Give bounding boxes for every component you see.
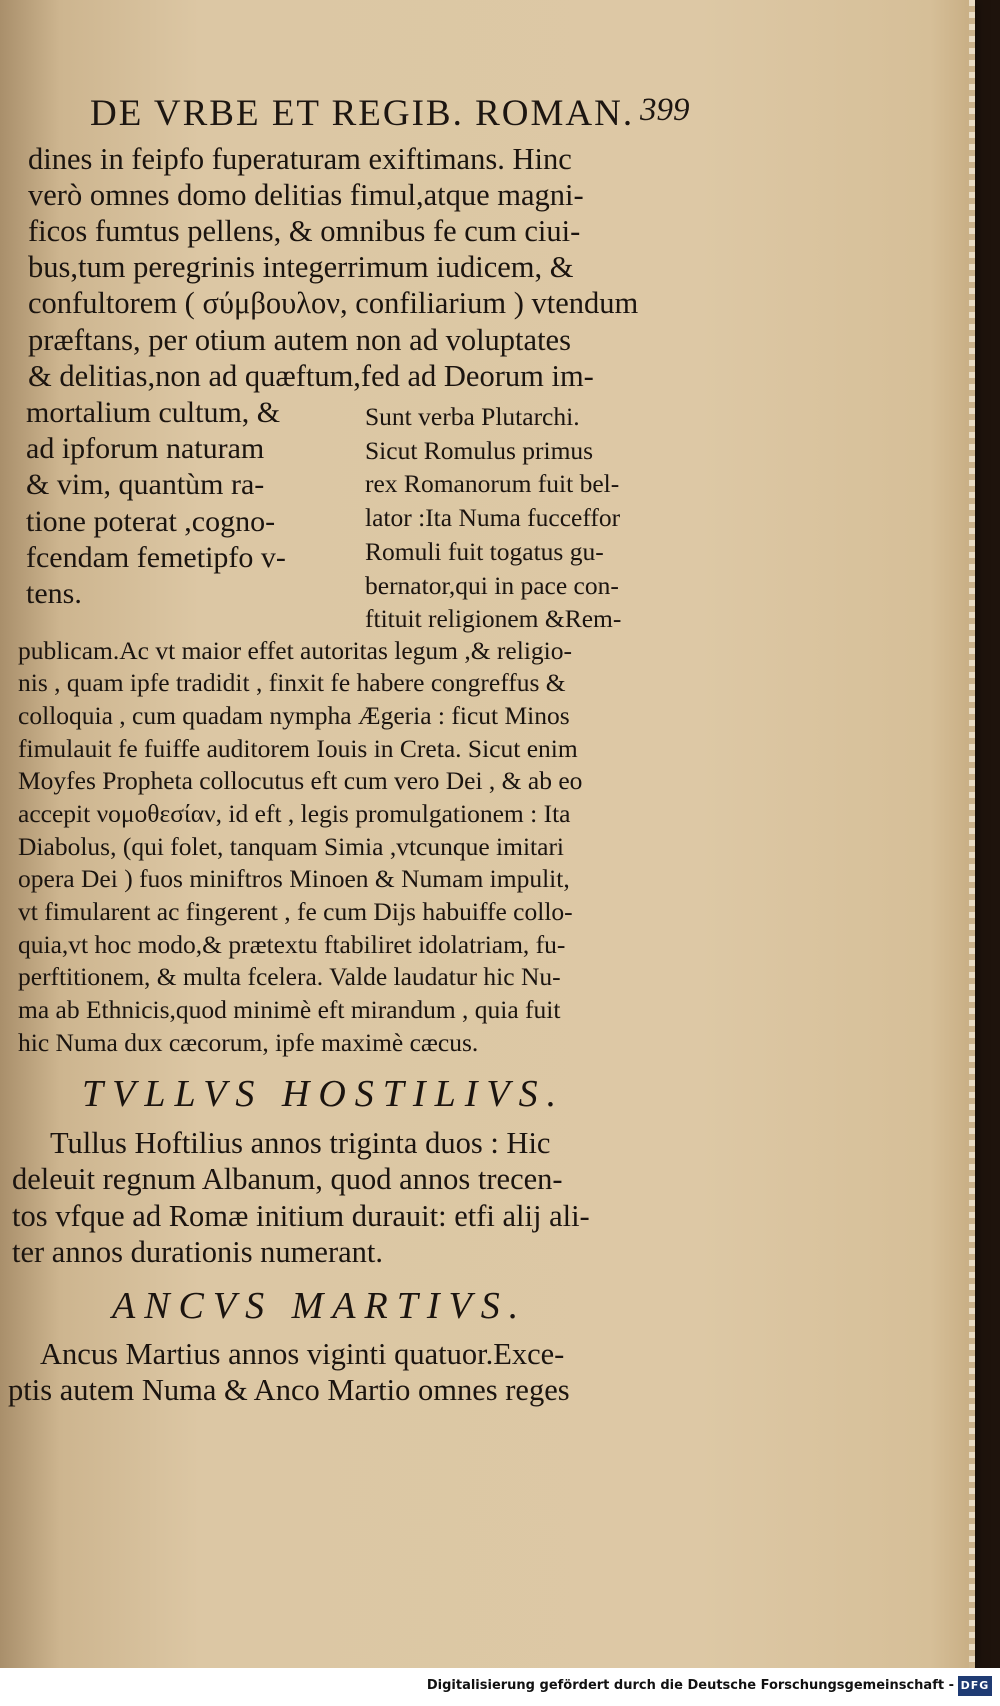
ancus-line-1: Ancus Martius annos viginti quatuor.Exce- [40,1337,565,1371]
note-line-8: opera Dei ) fuos miniftros Minoen & Numam impulit, [18,864,570,893]
body-line-7: & delitias,non ad quæftum,fed ad Deorum im- [28,359,594,393]
left-column-line-1: mortalium cultum, & [26,396,281,429]
ancus-line-2: ptis autem Numa & Anco Martio omnes reges [8,1373,570,1407]
note-line-5: Moyfes Propheta collocutus eft cum vero Dei , & ab eo [18,766,583,795]
tullus-line-4: ter annos durationis numerant. [12,1235,383,1269]
body-line-1: dines in feipfo fuperaturam exiftimans. Hinc [28,142,572,176]
digitization-footer [0,1668,1000,1706]
note-line-10: quia,vt hoc modo,& prætextu ftabiliret idolatriam, fu- [18,930,566,959]
note-line-7: Diabolus, (qui folet, tanquam Simia ,vtcunque imitari [18,832,565,861]
note-line-13: hic Numa dux cæcorum, ipfe maximè cæcus. [18,1028,479,1057]
page-edge [969,0,975,1668]
left-column-line-4: tione poterat ,cogno- [26,505,276,538]
funding-credit: Digitalisierung gefördert durch die Deutsche Forschungsgemeinschaft - [426,1678,954,1693]
right-column-line-2: Sicut Romulus primus [365,436,594,465]
tullus-line-2: deleuit regnum Albanum, quod annos trecen- [12,1162,563,1196]
left-column-line-2: ad ipforum naturam [26,432,265,465]
right-column-line-7: ftituit religionem &Rem- [365,604,622,633]
right-column-line-3: rex Romanorum fuit bel- [365,469,620,498]
body-line-3: ficos fumtus pellens, & omnibus fe cum ciui- [28,214,581,248]
body-line-2: verò omnes domo delitias fimul,atque magni- [28,178,584,212]
dfg-logo: DFG [958,1676,992,1696]
left-column-line-6: tens. [26,577,82,610]
left-column-line-5: fcendam femetipfo v- [26,541,286,574]
body-line-6: præftans, per otium autem non ad voluptates [28,323,571,357]
tullus-line-1: Tullus Hoftilius annos triginta duos : Hic [50,1126,551,1160]
body-line-5: confultorem ( σύμβουλον, confiliarium ) vtendum [28,286,639,320]
right-column-line-6: bernator,qui in pace con- [365,571,619,600]
section-heading-tullus: TVLLVS HOSTILIVS. [82,1073,566,1115]
note-line-2: nis , quam ipfe tradidit , finxit fe habere congreffus & [18,668,566,697]
running-title: DE VRBE ET REGIB. ROMAN. [90,93,635,134]
section-heading-ancus: ANCVS MARTIVS. [112,1285,528,1327]
note-line-11: perftitionem, & multa fcelera. Valde laudatur hic Nu- [18,962,561,991]
note-line-12: ma ab Ethnicis,quod minimè eft mirandum , quia fuit [18,995,561,1024]
right-column-line-1: Sunt verba Plutarchi. [365,402,580,431]
right-column-line-5: Romuli fuit togatus gu- [365,537,604,566]
note-line-1: publicam.Ac vt maior effet autoritas legum ,& religio- [18,636,572,665]
right-column-line-4: lator :Ita Numa fucceffor [365,503,621,532]
tullus-line-3: tos vfque ad Romæ initium durauit: etfi alij ali- [12,1199,590,1233]
note-line-4: fimulauit fe fuiffe auditorem Iouis in Creta. Sicut enim [18,734,578,763]
note-line-6: accepit νομοθεσίαν, id eft , legis promulgationem : Ita [18,799,571,828]
body-line-4: bus,tum peregrinis integerrimum iudicem, & [28,250,574,284]
page-number: 399 [640,92,690,128]
left-column-line-3: & vim, quantùm ra- [26,468,265,501]
note-line-3: colloquia , cum quadam nympha Ægeria : ficut Minos [18,701,570,730]
note-line-9: vt fimularent ac fingerent , fe cum Dijs habuiffe collo- [18,897,573,926]
